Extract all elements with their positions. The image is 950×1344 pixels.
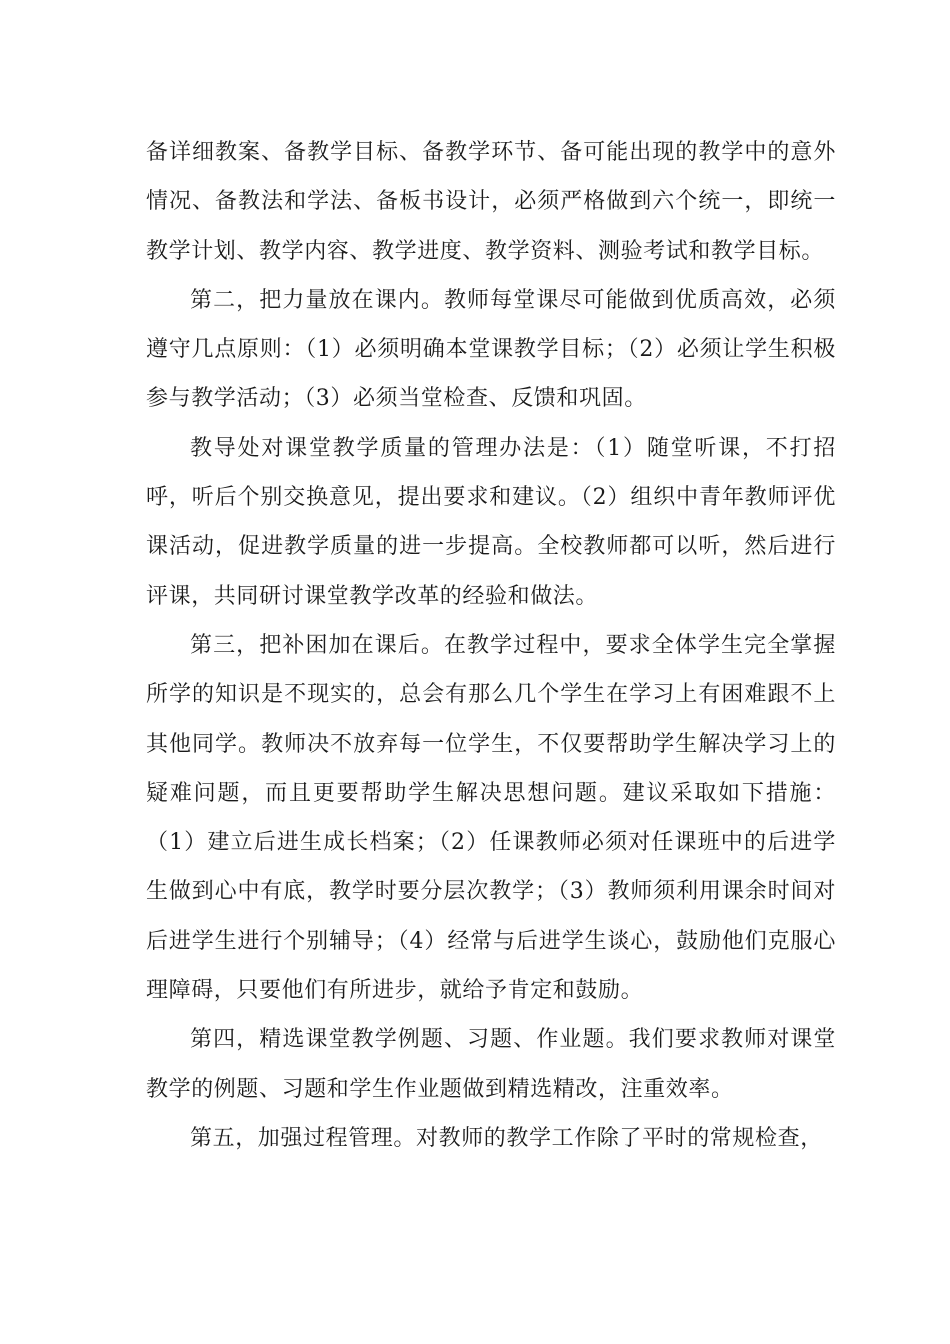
paragraph-second-point: 第二，把力量放在课内。教师每堂课尽可能做到优质高效，必须遵守几点原则：（1）必须明确本堂课教学目标；（2）必须让学生积极参与教学活动；（3）必须当堂检查、反馈和巩固。 (146, 287, 836, 412)
paragraph-fourth-point: 第四，精选课堂教学例题、习题、作业题。我们要求教师对课堂教学的例题、习题和学生作业题做到精选精改，注重效率。 (146, 1027, 836, 1102)
paragraph-third-point: 第三，把补困加在课后。在教学过程中，要求全体学生完全掌握所学的知识是不现实的，总会有那么几个学生在学习上有困难跟不上其他同学。教师决不放弃每一位学生，不仅要帮助学生解决学习上的疑难问题，而且更要帮助学生解决思想问题。建议采取如下措施：（1）建立后进生成长档案；（2）任课教师必须对任课班中的后进学生做到心中有底，教学时要分层次教学；（3）教师须利用课余时间对后进学生进行个别辅导；（4）经常与后进学生谈心，鼓励他们克服心理障碍，只要他们有所进步，就给予肯定和鼓励。 (146, 632, 836, 1004)
paragraph-continued-preparation: 备详细教案、备教学目标、备教学环节、备可能出现的教学中的意外情况、备教法和学法、备板书设计，必须严格做到六个统一，即统一教学计划、教学内容、教学进度、教学资料、测验考试和教学目标。 (146, 140, 836, 264)
paragraph-fifth-point: 第五，加强过程管理。对教师的教学工作除了平时的常规检查， (190, 1125, 823, 1151)
document-body (146, 128, 836, 1163)
paragraph-management-methods: 教导处对课堂教学质量的管理办法是：（1）随堂听课，不打招呼，听后个别交换意见，提出要求和建议。（2）组织中青年教师评优课活动，促进教学质量的进一步提高。全校教师都可以听，然后进行评课，共同研讨课堂教学改革的经验和做法。 (146, 435, 836, 609)
